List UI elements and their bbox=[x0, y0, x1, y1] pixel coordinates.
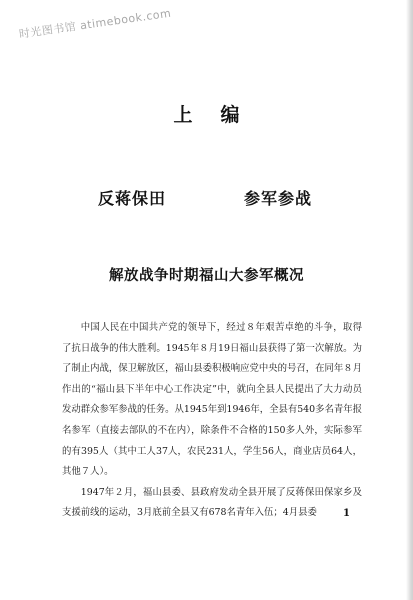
section-headings bbox=[0, 186, 413, 212]
page-number: 1 bbox=[343, 508, 350, 519]
paragraph: 1947年２月，福山县委、县政府发动全县开展了反蒋保田保家乡及支援前线的运动，3月底前全县又有678名青年入伍；4月县委 bbox=[62, 486, 362, 519]
body-text bbox=[62, 318, 362, 524]
page-edge-shadow bbox=[406, 0, 413, 600]
watermark: 时光图书馆 atimebook.com bbox=[18, 6, 173, 41]
chapter-title: 解放战争时期福山大参军概况 bbox=[109, 268, 304, 284]
section-heading-left: 反蒋保田 bbox=[98, 189, 167, 208]
paragraph: 中国人民在中国共产党的领导下，经过８年艰苦卓绝的斗争，取得了抗日战争的伟大胜利。1945年８月19日福山县获得了第一次解放。为了制止内战，保卫解放区，福山县委积极响应党中央的号召，在同年８月作出的“福山县下半年中心工作决定”中，就向全县人民提出了大力动员发动群众参军参战的任务。从1945年到1946年，全县有540多名青年报名参军（直接去部队的不在内），除条件不合格的150多人外，实际参军的有395人（其中工人37人，农民231人，学生56人，商业店员64人，其他７人）。 bbox=[62, 322, 363, 478]
section-heading-right: 参军参战 bbox=[244, 189, 313, 208]
part-title: 上编 bbox=[173, 104, 268, 126]
